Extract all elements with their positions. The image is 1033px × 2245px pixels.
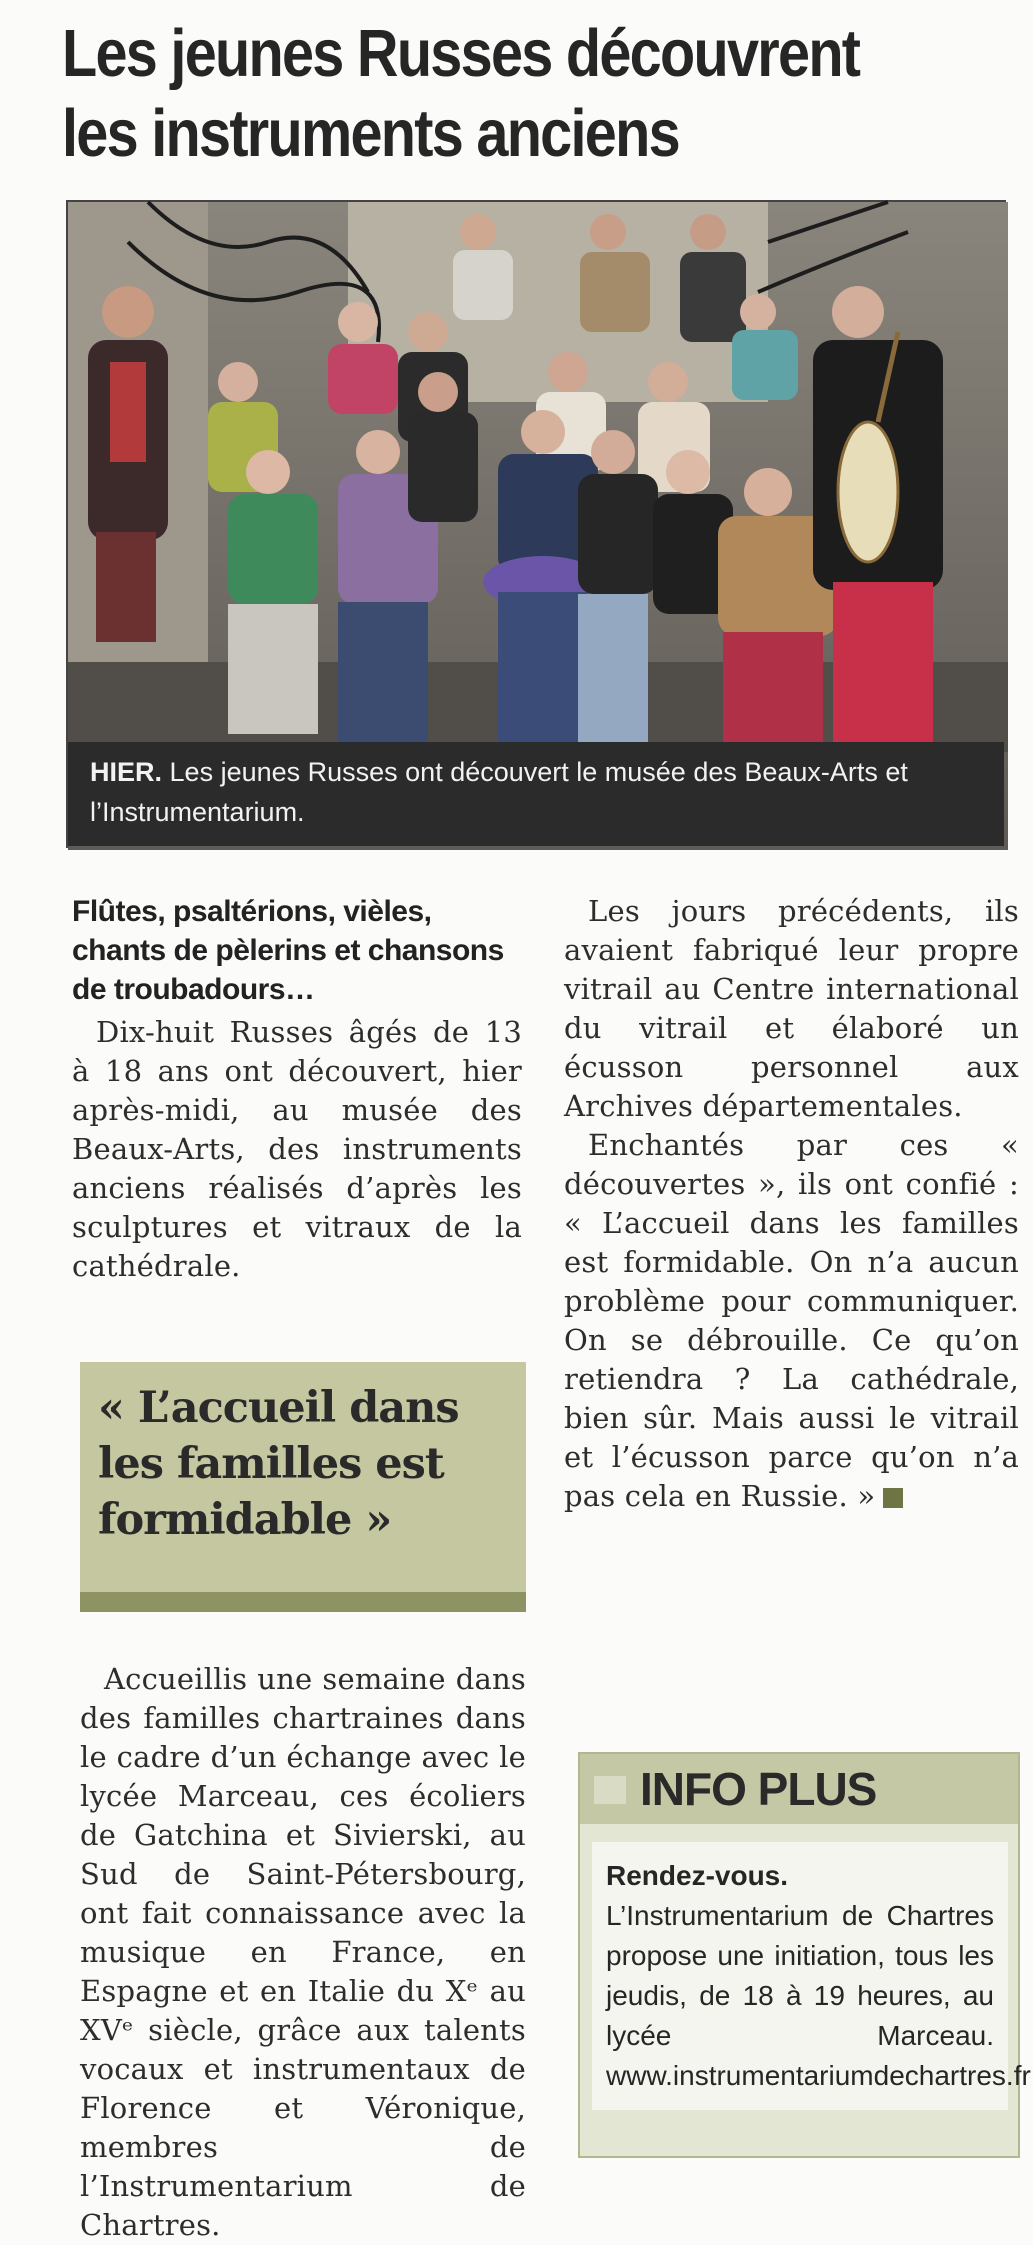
article-column-left — [72, 892, 522, 1286]
info-plus-body — [592, 1842, 1031, 2110]
headline — [62, 14, 870, 174]
end-mark-icon — [883, 1488, 903, 1508]
article-lead: Flûtes, psaltérions, vièles, chants de pèlerins et chansons de troubadours… — [72, 895, 504, 1006]
photo-caption — [68, 742, 1004, 846]
square-icon — [594, 1776, 626, 1804]
info-plus-title: INFO PLUS — [640, 1763, 877, 1815]
headline-line-1: Les jeunes Russes découvrent — [62, 16, 860, 91]
article-column-left-continued — [80, 1660, 526, 2242]
info-text: L’Instrumentarium de Chartres propose une initiation, tous les jeudis, de 18 à 19 heures, au lycée Marceau. www.instrumentariumdechartres.fr — [606, 1900, 1031, 2091]
article-paragraph-4: Enchantés par ces « découvertes », ils ont confié : « L’accueil dans les familles est formidable. On n’a aucun problème pour communiquer. On se débrouille. Ce qu’on retiendra ? La cathédrale, bien sûr. Mais aussi le vitrail et l’écusson parce qu’on n’a pas cela en Russie. » — [564, 1128, 1019, 1513]
caption-label: HIER. — [90, 757, 163, 787]
headline-line-2: les instruments anciens — [62, 96, 679, 171]
info-label: Rendez-vous. — [606, 1860, 789, 1891]
info-plus-box — [578, 1752, 1031, 2158]
pull-quote-bar — [80, 1592, 526, 1612]
article-paragraph-3: Les jours précédents, ils avaient fabriqué leur propre vitrail au Centre international du vitrail et élaboré un écusson personnel aux Archives départementales. — [564, 894, 1019, 1123]
pull-quote — [80, 1362, 526, 1612]
group-photo — [66, 200, 1006, 848]
article-paragraph-1: Dix-huit Russes âgés de 13 à 18 ans ont découvert, hier après-midi, au musée des Beaux-Arts, des instruments anciens réalisés d’après les sculptures et vitraux de la cathédrale. — [72, 1015, 522, 1283]
info-plus-header — [580, 1754, 1018, 1824]
caption-text: Les jeunes Russes ont découvert le musée des Beaux-Arts et l’Instrumentarium. — [90, 757, 908, 827]
pull-quote-text: « L’accueil dans les familles est formidable » — [98, 1383, 459, 1545]
article-paragraph-2: Accueillis une semaine dans des familles chartraines dans le cadre d’un échange avec le lycée Marceau, ces écoliers de Gatchina et Sivierski, au Sud de Saint-Pétersbourg, ont fait connaissance avec la musique en France, en Espagne et en Italie du Xᵉ au XVᵉ siècle, grâce aux talents vocaux et instrumentaux de Florence et Véronique, membres de l’Instrumentarium de Chartres. — [80, 1662, 526, 2242]
article-column-right — [564, 892, 1019, 1516]
